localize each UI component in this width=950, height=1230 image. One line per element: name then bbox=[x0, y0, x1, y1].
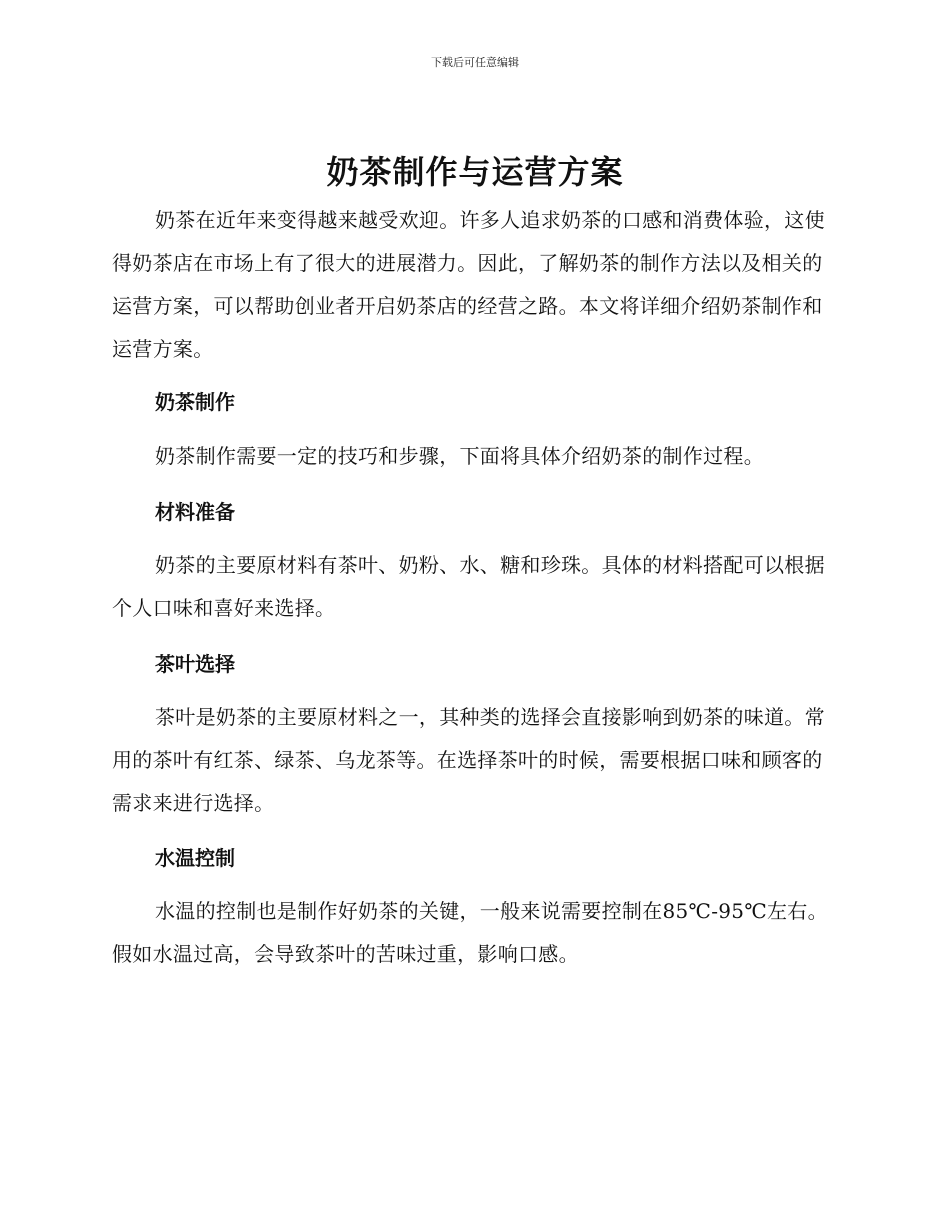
page-header-note: 下载后可任意编辑 bbox=[431, 56, 519, 69]
section-paragraph-tea-selection: 茶叶是奶茶的主要原材料之一，其种类的选择会直接影响到奶茶的味道。常用的茶叶有红茶、绿茶、乌龙茶等。在选择茶叶的时候，需要根据口味和顾客的需求来进行选择。 bbox=[112, 705, 825, 815]
intro-paragraph: 奶茶在近年来变得越来越受欢迎。许多人追求奶茶的口感和消费体验，这使得奶茶店在市场上有了很大的进展潜力。因此，了解奶茶的制作方法以及相关的运营方案，可以帮助创业者开启奶茶店的经营之路。本文将详细介绍奶茶制作和运营方案。 bbox=[112, 208, 825, 361]
section-heading-milk-tea-making: 奶茶制作 bbox=[155, 390, 235, 414]
document-title: 奶茶制作与运营方案 bbox=[326, 153, 624, 191]
section-paragraph-materials: 奶茶的主要原材料有茶叶、奶粉、水、糖和珍珠。具体的材料搭配可以根据个人口味和喜好来选择。 bbox=[112, 553, 825, 620]
section-paragraph-water-temperature: 水温的控制也是制作好奶茶的关键，一般来说需要控制在85℃-95℃左右。假如水温过高，会导致茶叶的苦味过重，影响口感。 bbox=[112, 899, 828, 966]
section-heading-tea-selection: 茶叶选择 bbox=[155, 652, 235, 676]
section-paragraph-milk-tea-making: 奶茶制作需要一定的技巧和步骤，下面将具体介绍奶茶的制作过程。 bbox=[155, 444, 764, 468]
section-heading-materials: 材料准备 bbox=[155, 500, 235, 524]
section-heading-water-temperature: 水温控制 bbox=[155, 846, 235, 870]
